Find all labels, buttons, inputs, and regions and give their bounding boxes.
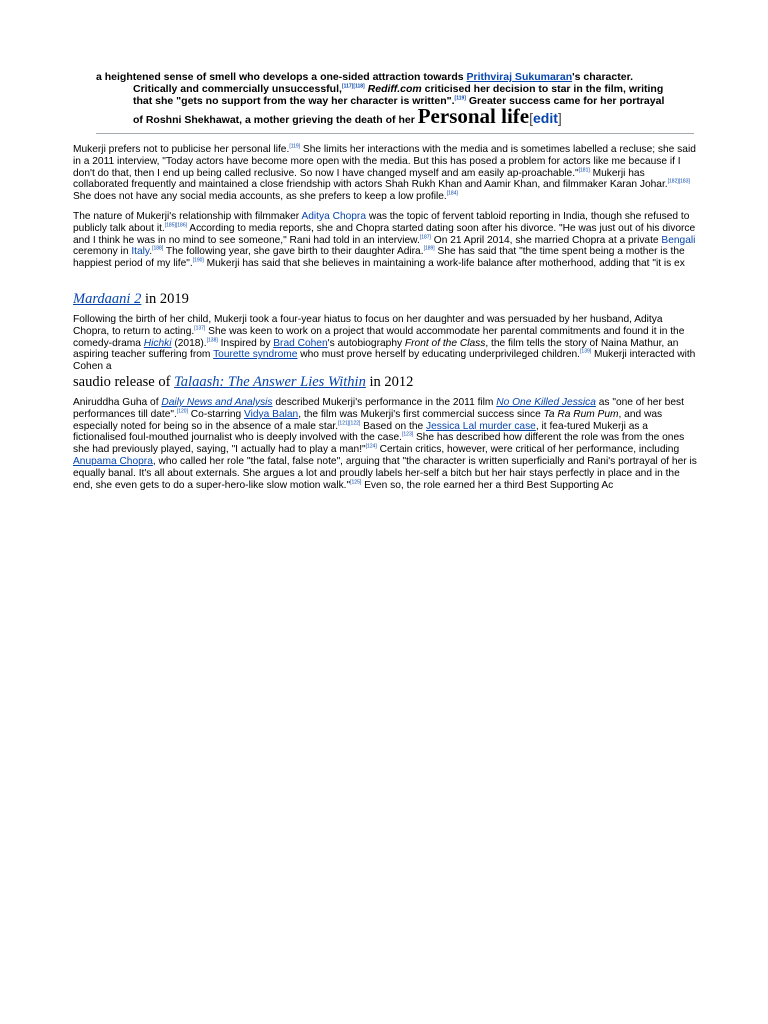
edit-bracket-open: [: [529, 110, 533, 126]
link-bengali[interactable]: Bengali: [661, 234, 696, 246]
greater-text: Greater success came for her portrayal: [465, 95, 665, 107]
p4-text-5: , the film was Mukerji's first commercial success since: [298, 408, 544, 420]
p2-text-7: The following year, she gave birth to their daughter Adira.: [163, 246, 424, 258]
bold-line-4: [96, 104, 696, 128]
ref[interactable]: [120]: [176, 408, 188, 415]
p3-text-3: (2018).: [171, 337, 207, 349]
p4-text-12: Even so, the role earned her a third Best Supporting Ac: [361, 479, 614, 491]
link-aditya-chopra[interactable]: Aditya Chopra: [301, 211, 366, 222]
ref-117[interactable]: [117][118]: [341, 83, 365, 90]
paragraph-hiatus-hichki: [73, 314, 698, 373]
ref[interactable]: [125]: [350, 479, 362, 486]
caption-pre: saudio release of: [73, 374, 175, 390]
ref-119[interactable]: [119]: [454, 95, 466, 102]
p2-text-9: Mukerji has said that she believes in maintaining a work-life balance after motherhood, adding that "it is ex: [203, 258, 685, 270]
p4-text-2: described Mukerji's performance in the 2011 film: [272, 397, 497, 408]
ref[interactable]: [187]: [419, 234, 431, 241]
link-tourette-syndrome[interactable]: Tourette syndrome: [213, 349, 298, 361]
rediff-text: Rediff.com: [367, 83, 422, 95]
p2-text-4: On 21 April 2014, she married Chopra at a private: [430, 234, 662, 246]
link-daily-news-and-analysis[interactable]: Daily News and Analysis: [161, 397, 273, 408]
caption-mardaani-2: [73, 291, 189, 307]
caption-rest: in 2012: [365, 374, 414, 390]
p4-text-3: as "one of her best performances till date".: [73, 397, 684, 420]
section-heading-personal-life: Personal life: [417, 104, 530, 128]
p2-text-3: According to media reports, she and Chopra started dating soon after his divorce. "He was just out of his divorce and I think he was in no mind to see someone," Rani had told in an interview.: [73, 222, 696, 246]
p3-text-5: 's autobiography: [327, 337, 405, 349]
p4-text-10: Certain critics, however, were critical of her performance, including: [376, 444, 680, 456]
edit-bracket-close: ]: [557, 110, 562, 126]
p4-text-4: Co-starring: [187, 408, 245, 420]
p4-text-11: , who called her role "the fatal, false note", arguing that "the character is written superficially and Rani's portrayal of her is equally banal. It's all about externals. She argues a lot and proudly labels her-self a bitch but her hair stays perfectly in place and in the end, she even gets to do a super-hero-like slow motion walk.": [73, 455, 697, 491]
p4-text-6: , and was especially noted for being so in the absence of a male star.: [73, 408, 663, 432]
link-talaash[interactable]: Talaash: The Answer Lies Within: [174, 374, 366, 390]
paragraph-no-one-killed-jessica: [73, 397, 698, 491]
ref[interactable]: [182][183]: [667, 179, 690, 185]
link-anupama-chopra[interactable]: Anupama Chopra: [73, 455, 153, 467]
ref[interactable]: [138]: [206, 337, 218, 344]
ref[interactable]: [188]: [152, 246, 164, 252]
front-of-the-class-title: Front of the Class: [404, 337, 486, 349]
ref[interactable]: [190]: [192, 257, 204, 264]
link-mardaani-2[interactable]: Mardaani 2: [73, 291, 142, 307]
p1-text-2: She limits her interactions with the media and is sometimes labelled a recluse; she said in a 2011 interview, "Today actors have become more open with the media. But this has posed a problem for actors like me because if I don't do that, then I end up being called reclusive. So now I have changed myself and am easily ap-proachable.": [73, 144, 696, 179]
p3-text-2: She was keen to work on a project that would accommodate her parental commitments and found it in the comedy-drama: [73, 325, 685, 349]
top-bold-fragment: [96, 71, 696, 126]
ref[interactable]: [121][122]: [338, 420, 361, 427]
edit-section-link[interactable]: [529, 110, 562, 126]
link-hichki[interactable]: Hichki: [143, 337, 172, 349]
bold-line-2: [96, 83, 696, 95]
bold-line-3: [96, 95, 696, 107]
intro-text: a heightened sense of smell who develops a one-sided attraction towards: [96, 71, 467, 83]
critically-text: Critically and commercially unsuccessful,: [133, 83, 342, 95]
caption-rest: in 2019: [141, 291, 189, 307]
p3-text-8: Mukerji interacted with Cohen a: [73, 349, 696, 373]
p3-text-4: Inspired by: [217, 337, 274, 349]
ref[interactable]: [189]: [423, 246, 435, 252]
link-italy[interactable]: Italy: [131, 246, 150, 258]
p4-text-1: Aniruddha Guha of: [73, 397, 162, 408]
intro-after: 's character.: [572, 71, 633, 83]
link-prithviraj-sukumaran[interactable]: Prithviraj Sukumaran: [466, 71, 573, 83]
ref[interactable]: [123]: [402, 432, 414, 438]
p1-text-4: She does not have any social media accounts, as she prefers to keep a low profile.: [73, 191, 447, 203]
p2-text-6: .: [149, 246, 153, 258]
p4-text-7: Based on the: [360, 420, 426, 432]
p1-text-1: Mukerji prefers not to publicise her personal life.: [73, 144, 290, 155]
caption-talaash: [73, 374, 413, 390]
p1-text-3: Mukerji has collaborated frequently and maintained a close friendship with actors Shah Rukh Khan and Aamir Khan, and filmmaker Karan Johar.: [73, 167, 668, 191]
p2-text-2: was the topic of fervent tabloid reporting in India, though she refused to publicly talk about it.: [73, 211, 690, 234]
p2-text-5: ceremony in: [73, 246, 132, 258]
that-she-text: that she "gets no support from the way her character is written".: [133, 95, 455, 107]
link-brad-cohen[interactable]: Brad Cohen: [273, 337, 328, 349]
ref[interactable]: [119]: [289, 143, 301, 150]
edit-label[interactable]: edit: [533, 110, 558, 126]
heading-divider: [96, 133, 694, 134]
p3-text-1: Following the birth of her child, Mukerji took a four-year hiatus to focus on her daughter and was persuaded by her husband, Aditya Chopra, to return to acting.: [73, 314, 663, 337]
p2-text-8: She has said that "the time spent being a mother is the happiest period of my life".: [73, 246, 685, 270]
paragraph-personal-privacy: [73, 144, 698, 203]
ref[interactable]: [137]: [194, 325, 206, 332]
link-jessica-lal-murder-case[interactable]: Jessica Lal murder case: [426, 420, 536, 432]
p3-text-7: who must prove herself by educating underprivileged children.: [297, 349, 581, 361]
link-vidya-balan[interactable]: Vidya Balan: [244, 408, 299, 420]
criticised-text: criticised her decision to star in the film, writing: [421, 83, 664, 95]
p4-text-8: , it fea-tured Mukerji as a fictionalised foul-mouthed journalist who is deeply involved with the case.: [73, 420, 648, 444]
ref[interactable]: [181]: [578, 167, 590, 174]
ref[interactable]: [124]: [365, 443, 377, 450]
ta-ra-rum-pum-title: Ta Ra Rum Pum: [543, 408, 619, 420]
of-roshni-text: of Roshni Shekhawat, a mother grieving the death of her: [133, 114, 418, 126]
p3-text-6: , the film tells the story of Naina Mathur, an aspiring teacher suffering from: [73, 337, 679, 361]
p4-text-9: She has described how different the role was from the ones she had previously played, saying, "I actually had to play a man!": [73, 432, 685, 456]
paragraph-relationship: [73, 211, 698, 270]
p2-text-1: The nature of Mukerji's relationship with filmmaker: [73, 211, 302, 222]
ref[interactable]: [139]: [580, 349, 592, 355]
link-no-one-killed-jessica[interactable]: No One Killed Jessica: [496, 397, 596, 408]
ref[interactable]: [185][186]: [164, 222, 187, 229]
ref[interactable]: [184]: [446, 190, 458, 197]
